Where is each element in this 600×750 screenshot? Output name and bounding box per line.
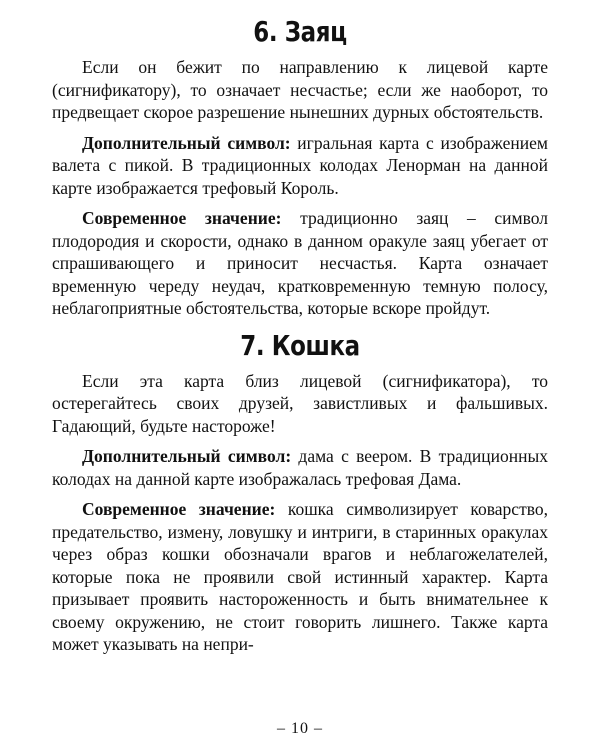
paragraph-label: Дополнительный символ: bbox=[82, 446, 292, 466]
section-heading-cat: 7. Кошка bbox=[240, 328, 360, 362]
paragraph-text: традиционно заяц – символ плодородия и скорости, однако в данном оракуле заяц убегает от спрашивающего и приносит несчастья. Карта означает временную череду неудач, кратковременную темную полосу, неблагоприятные обстоятельства, которые вскоре пройдут. bbox=[52, 208, 548, 318]
paragraph-label: Современное значение: bbox=[82, 208, 282, 228]
hare-additional-symbol-paragraph bbox=[52, 132, 548, 200]
paragraph-label: Современное значение: bbox=[82, 499, 276, 519]
paragraph-text: кошка символизирует коварство, предательство, измену, ловушку и интриги, в старинных оракулах через образ кошки обозначали врагов и неблагожелателей, которые пока не проявили свой истинный характер. Карта призывает проявить настороженность и быть внимательнее к своему окружению, не стоит говорить лишнего. Также карта может указывать на непри- bbox=[52, 499, 548, 654]
hare-meaning-paragraph bbox=[52, 56, 548, 124]
paragraph-text: игральная карта с изображением валета с пикой. В традиционных колодах Ленорман на данной карте изображается трефовый Король. bbox=[52, 132, 548, 198]
paragraph-text: Если он бежит по направлению к лицевой карте (сигнификатору), то означает несчастье; если же наоборот, то предвещает скорое разрешение нынешних дурных обстоятельств. bbox=[52, 57, 548, 122]
hare-modern-meaning-paragraph bbox=[52, 207, 548, 320]
cat-meaning-paragraph bbox=[52, 370, 548, 438]
paragraph-text: Если эта карта близ лицевой (сигнификатора), то остерегайтесь своих друзей, завистливых и фальшивых. Гадающий, будьте настороже! bbox=[52, 370, 548, 436]
cat-additional-symbol-paragraph bbox=[52, 445, 548, 490]
paragraph-label: Дополнительный символ: bbox=[82, 132, 291, 153]
cat-modern-meaning-paragraph bbox=[52, 498, 548, 656]
paragraph-text: дама с веером. В традиционных колодах на данной карте изображалась трефовая Дама. bbox=[52, 446, 548, 489]
section-heading-hare: 6. Заяц bbox=[253, 15, 347, 48]
page-number: – 10 – bbox=[277, 720, 323, 737]
